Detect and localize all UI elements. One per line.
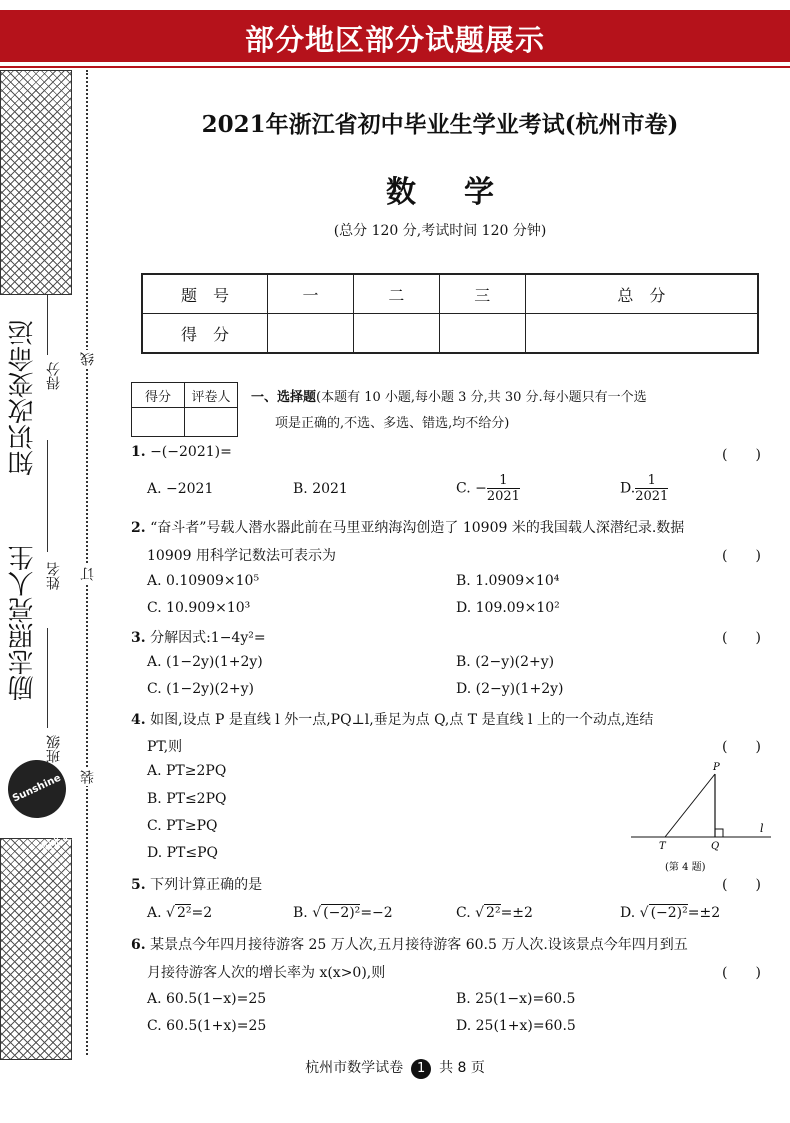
answer-paren[interactable]: ( ) [722, 877, 761, 893]
answer-paren[interactable]: ( ) [722, 630, 761, 646]
score-table-header-row [142, 274, 758, 314]
q1-option-a[interactable]: A. −2021 [147, 481, 214, 497]
field-name-line[interactable] [47, 440, 48, 552]
question-number: 2. [131, 520, 146, 536]
cut-mark-ding: 订 [80, 567, 96, 581]
q2-option-c[interactable]: C. 10.909×10³ [147, 600, 251, 616]
field-class-line[interactable] [47, 628, 48, 728]
question-1 [131, 444, 232, 460]
option-result: =±2 [500, 905, 533, 921]
q6-option-a[interactable]: A. 60.5(1−x)=25 [147, 991, 267, 1007]
page-footer [0, 1057, 790, 1079]
q2-option-b[interactable]: B. 1.0909×10⁴ [456, 573, 560, 589]
binding-dotted-line [86, 70, 88, 1055]
answer-paren[interactable]: ( ) [722, 739, 761, 755]
question-stem-cont: PT,则 [147, 739, 183, 755]
denominator: 2021 [635, 489, 669, 504]
q1-option-c[interactable] [456, 473, 520, 504]
grader-name-label: 评卷人 [185, 383, 238, 408]
radicand: (−2)² [323, 905, 361, 921]
q5-option-a[interactable]: A. √ 2²=2 [147, 905, 213, 921]
q4-option-a[interactable]: A. PT≥2PQ [147, 763, 227, 779]
q5-option-b[interactable]: B. √ (−2)²=−2 [293, 905, 393, 921]
q6-option-b[interactable]: B. 25(1−x)=60.5 [456, 991, 576, 1007]
answer-paren[interactable]: ( ) [722, 548, 761, 564]
score-table [141, 273, 759, 354]
grader-score-label: 得分 [132, 383, 185, 408]
q1-option-d[interactable] [620, 473, 668, 504]
question-4 [131, 709, 653, 729]
field-score-label: 得分 [46, 362, 62, 390]
q5-option-d[interactable]: D. √ (−2)²=±2 [620, 905, 721, 921]
section-desc-1: (本题有 10 小题,每小题 3 分,共 30 分.每小题只有一个选 [316, 390, 647, 405]
cut-mark-xian: 线 [80, 352, 96, 366]
cut-mark-zhuang: 装 [80, 770, 96, 784]
hatch-pattern-top [0, 70, 72, 295]
page-number-badge: 1 [411, 1059, 431, 1079]
fraction [487, 473, 520, 504]
question-stem: 下列计算正确的是 [150, 877, 263, 893]
question-stem: “奋斗者”号载人潜水器此前在马里亚纳海沟创造了 10909 米的我国载人深潜纪录.数据 [150, 520, 685, 536]
option-prefix: B. [293, 905, 308, 921]
footer-total-pages: 共 8 页 [439, 1060, 485, 1076]
score-cell[interactable] [439, 314, 525, 354]
right-angle-mark [715, 829, 723, 837]
q3-option-c[interactable]: C. (1−2y)(2+y) [147, 681, 254, 697]
q2-option-a[interactable]: A. 0.10909×10⁵ [147, 573, 260, 589]
score-header-cell: 一 [268, 274, 354, 314]
section-intro [251, 385, 761, 437]
option-prefix: D. [620, 905, 636, 921]
fraction [635, 473, 668, 504]
q2-option-d[interactable]: D. 109.09×10² [456, 600, 560, 616]
figure-caption: (第 4 题) [665, 862, 706, 873]
section-heading: 一、选择题 [251, 390, 317, 405]
exam-info: (总分 120 分,考试时间 120 分钟) [333, 223, 547, 239]
label-P: P [713, 762, 720, 773]
publisher-logo: Sunshine 阳光文化 [0, 750, 76, 827]
denominator: 2021 [486, 489, 520, 504]
motto-inspire: 励志照亮人生 [8, 545, 38, 701]
question-number: 1. [131, 444, 146, 460]
answer-paren[interactable]: ( ) [722, 447, 761, 463]
question-stem: 某景点今年四月接待游客 25 万人次,五月接待游客 60.5 万人次.设该景点今年四月到五 [150, 937, 688, 953]
q3-option-b[interactable]: B. (2−y)(2+y) [456, 654, 555, 670]
section-desc-2: 项是正确的,不选、多选、错选,均不给分) [275, 416, 510, 431]
segment-PT [665, 774, 715, 837]
question-stem: 如图,设点 P 是直线 l 外一点,PQ⊥l,垂足为点 Q,点 T 是直线 l 上的一个动点,连结 [150, 712, 654, 728]
score-cell[interactable] [525, 314, 758, 354]
question-stem: −(−2021)= [150, 444, 232, 460]
option-result: =2 [191, 905, 213, 921]
banner-title: 部分地区部分试题展示 [244, 23, 545, 57]
grader-name-cell[interactable] [185, 408, 238, 437]
label-T: T [659, 841, 666, 852]
score-row-label: 得 分 [142, 314, 268, 354]
field-score-line[interactable] [47, 295, 48, 355]
q1-option-b[interactable]: B. 2021 [293, 481, 348, 497]
question-number: 6. [131, 937, 146, 953]
score-cell[interactable] [268, 314, 354, 354]
answer-paren[interactable]: ( ) [722, 965, 761, 981]
header-banner [0, 10, 790, 62]
q6-option-d[interactable]: D. 25(1+x)=60.5 [456, 1018, 576, 1034]
radicand: (−2)² [650, 905, 688, 921]
banner-underline [0, 66, 790, 68]
exam-title: 2021年浙江省初中毕业生学业考试(杭州市卷) [201, 111, 679, 138]
option-prefix: C. [456, 905, 471, 921]
question-number: 5. [131, 877, 146, 893]
radicand: 2² [176, 905, 192, 921]
label-l: l [760, 822, 764, 835]
score-header-cell: 总 分 [525, 274, 758, 314]
score-header-cell: 二 [353, 274, 439, 314]
question-6 [131, 934, 688, 954]
q4-figure [628, 760, 773, 880]
question-number: 4. [131, 712, 146, 728]
score-table-score-row [142, 314, 758, 354]
option-prefix: A. [147, 905, 162, 921]
question-stem-cont: 10909 用科学记数法可表示为 [147, 548, 336, 564]
field-class-label: 班级 [46, 735, 62, 763]
q4-option-c[interactable]: C. PT≥PQ [147, 818, 218, 834]
option-prefix: C. − [456, 480, 487, 497]
question-2 [131, 517, 684, 537]
score-header-cell: 题 号 [142, 274, 268, 314]
q5-option-c[interactable]: C. √ 2²=±2 [456, 905, 533, 921]
q3-option-a[interactable]: A. (1−2y)(1+2y) [147, 654, 263, 670]
field-name-label: 姓名 [46, 562, 62, 590]
numerator: 1 [487, 473, 520, 489]
question-number: 3. [131, 630, 146, 646]
question-5 [131, 874, 262, 894]
question-stem-cont: 月接待游客人次的增长率为 x(x>0),则 [147, 965, 386, 981]
label-Q: Q [711, 841, 720, 852]
q6-option-c[interactable]: C. 60.5(1+x)=25 [147, 1018, 267, 1034]
radicand: 2² [486, 905, 501, 921]
score-header-cell: 三 [439, 274, 525, 314]
score-cell[interactable] [353, 314, 439, 354]
grader-score-cell[interactable] [132, 408, 185, 437]
q3-option-d[interactable]: D. (2−y)(1+2y) [456, 681, 564, 697]
q4-option-d[interactable]: D. PT≤PQ [147, 845, 219, 861]
footer-title: 杭州市数学试卷 [305, 1060, 404, 1076]
hatch-pattern-bottom [0, 838, 72, 1060]
grader-box [131, 382, 238, 437]
motto-knowledge: 知识改变命运 [8, 320, 38, 476]
numerator: 1 [635, 473, 668, 489]
question-3 [131, 627, 266, 647]
option-result: =−2 [360, 905, 393, 921]
q4-option-b[interactable]: B. PT≤2PQ [147, 791, 227, 807]
subject-title: 数学 [386, 175, 542, 210]
question-stem: 分解因式:1−4y²= [150, 630, 266, 646]
option-prefix: D. [620, 480, 636, 497]
option-result: =±2 [687, 905, 721, 921]
